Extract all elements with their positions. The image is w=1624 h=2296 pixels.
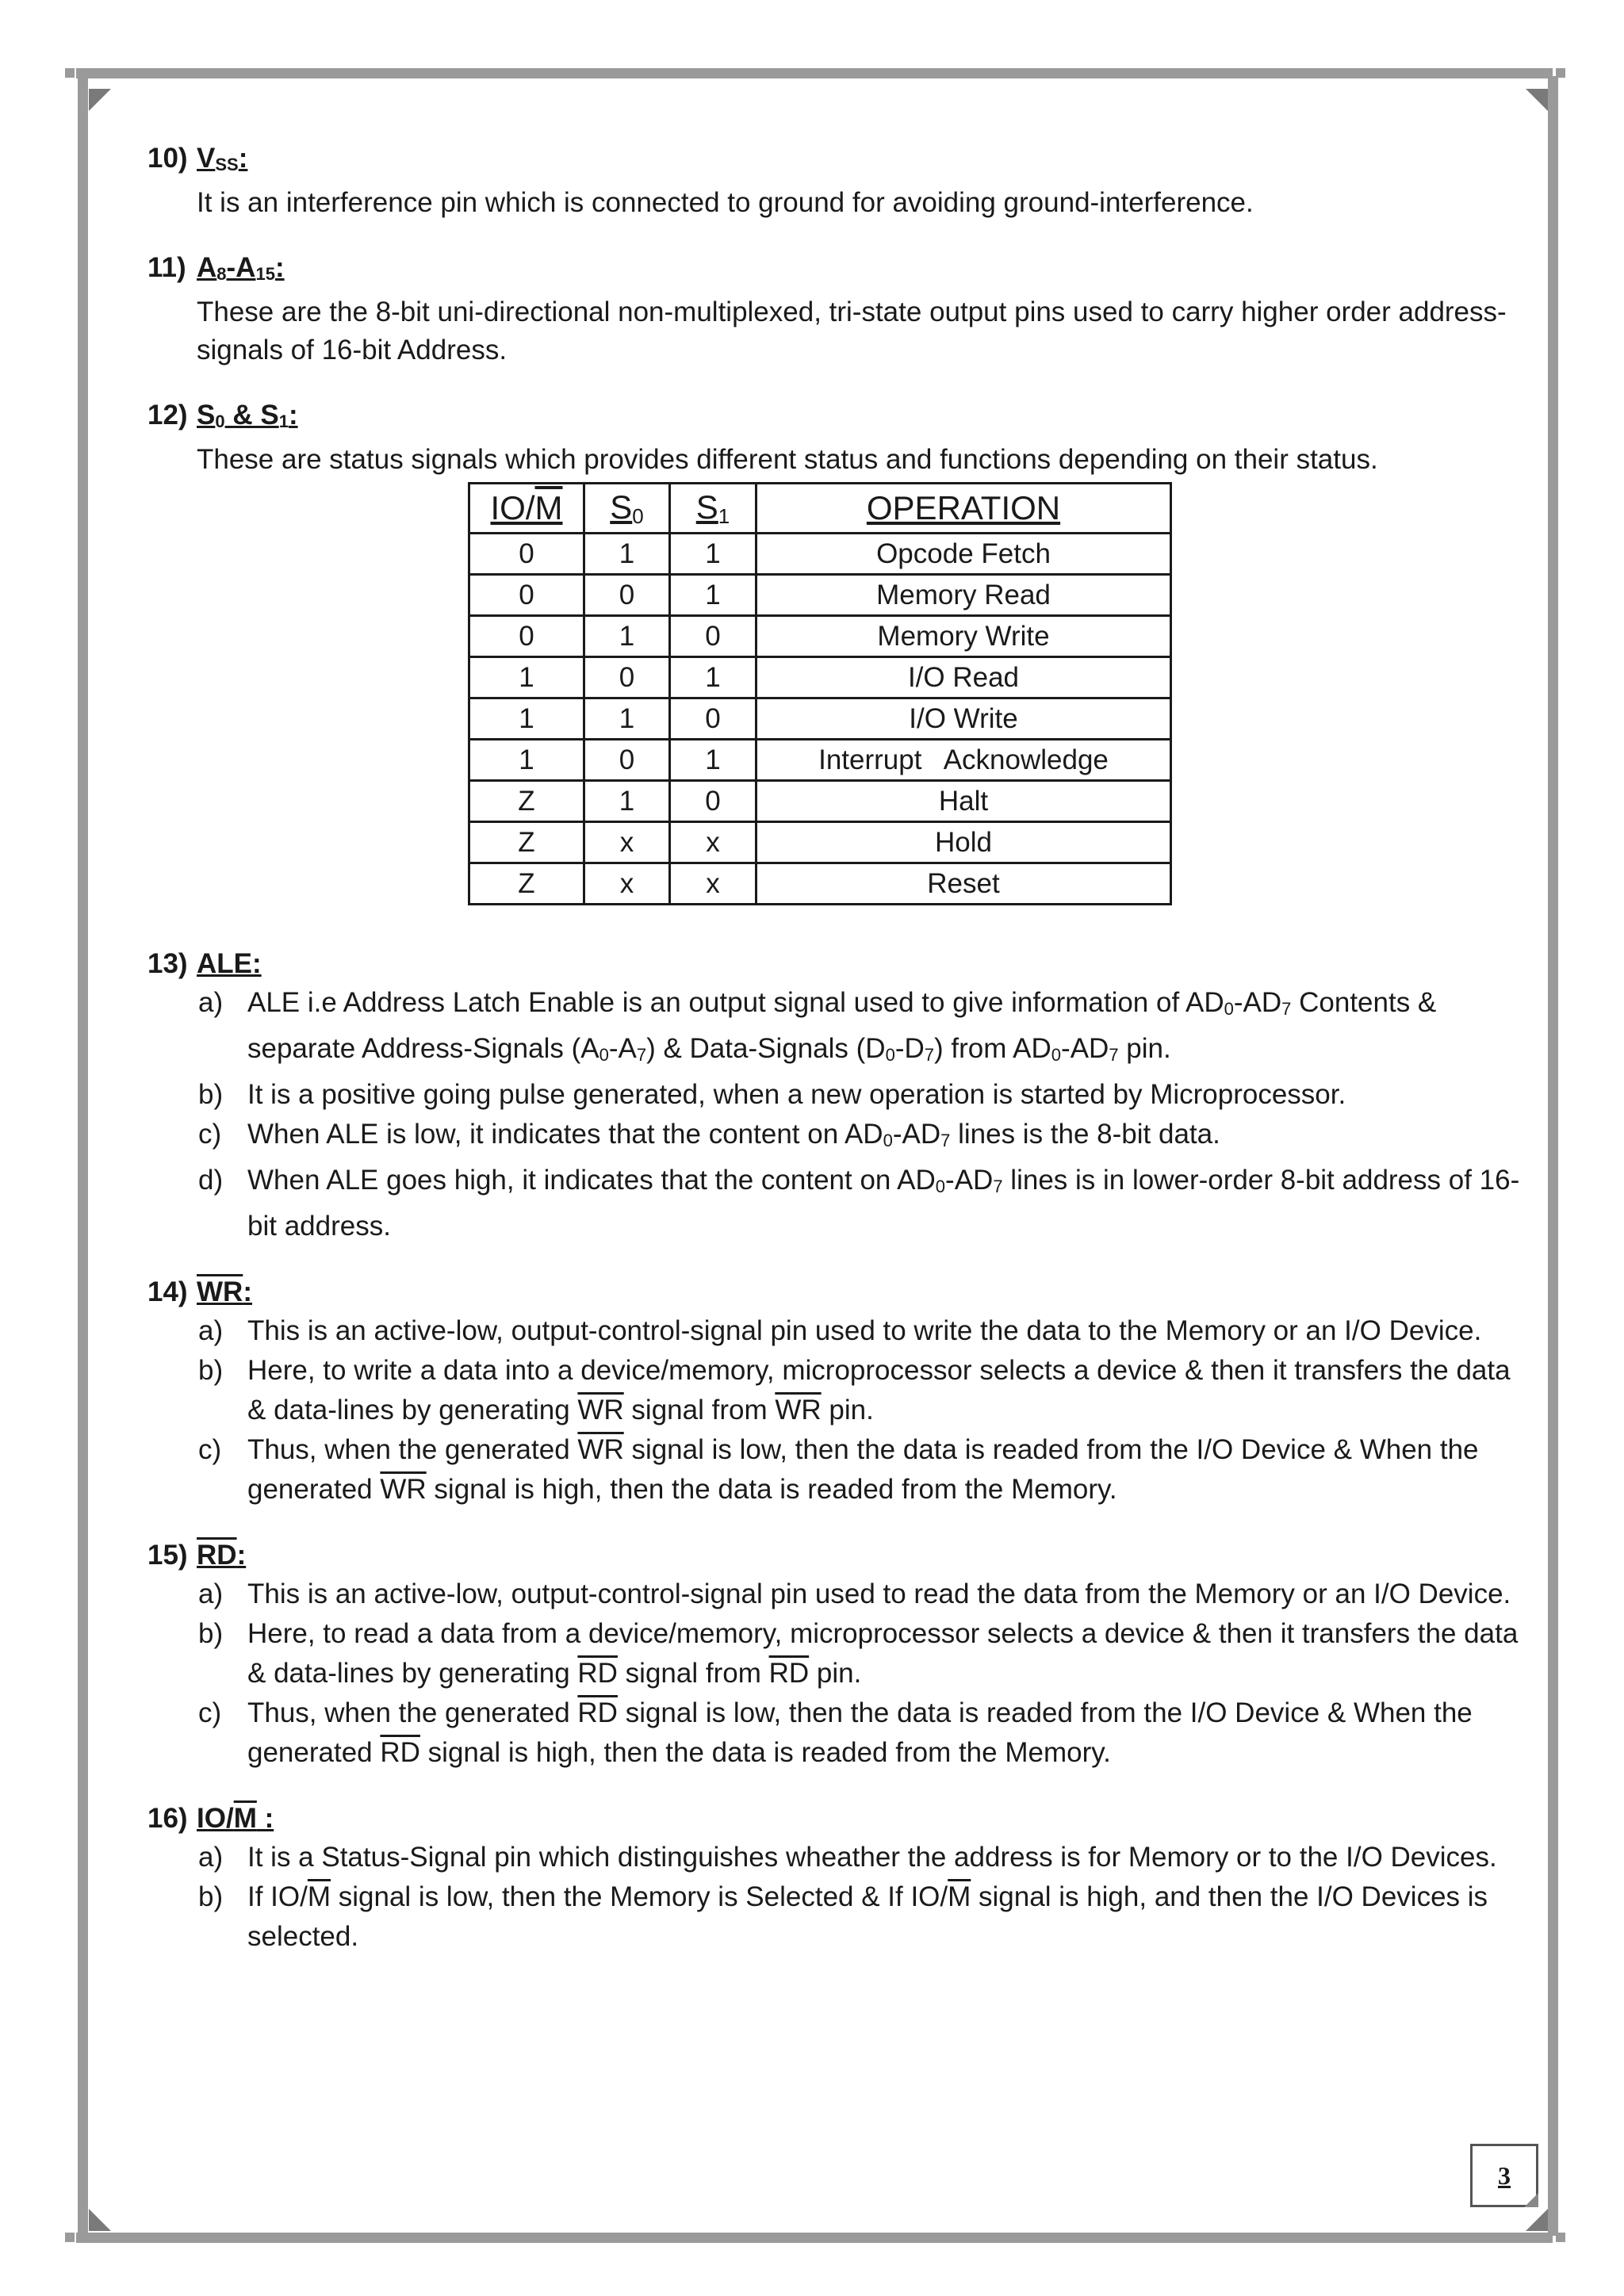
cell-s0: 1	[584, 616, 670, 657]
cell-io-m: 0	[469, 575, 584, 616]
list-item: b) Here, to write a data into a device/memory, microprocessor selects a device & then it transfers the data & data-lines by generating $\overline{WR}$ signal from $\overline{WR}$ pin.	[198, 1355, 1511, 1425]
section-heading	[147, 396, 1535, 441]
cell-s1: 0	[670, 698, 756, 740]
list-item: d) When ALE goes high, it indicates that the content on AD0-AD7 lines is in lower-order 8-bit address of 16-bit address.	[198, 1165, 1520, 1242]
page-number: 3	[1470, 2144, 1538, 2207]
section-number: 11)	[147, 252, 186, 283]
section-number: 16)	[147, 1803, 188, 1834]
section-number: 12)	[147, 400, 188, 430]
table-row	[469, 534, 1171, 575]
list-item: b) It is a positive going pulse generated, when a new operation is started by Microprocessor.	[198, 1079, 1346, 1110]
section-heading	[147, 945, 1535, 983]
section-rd	[147, 1536, 1535, 1773]
cell-s1: 1	[670, 534, 756, 575]
header-s0: S0	[584, 484, 670, 534]
header-operation: OPERATION	[756, 484, 1171, 534]
status-table	[468, 482, 1172, 905]
cell-operation: Opcode Fetch	[756, 534, 1171, 575]
section-title: A8-A15:	[197, 252, 285, 284]
section-io-m	[147, 1800, 1535, 1957]
cell-s1: 1	[670, 575, 756, 616]
cell-operation: I/O Write	[756, 698, 1171, 740]
section-title: ALE:	[197, 948, 262, 979]
list-item: a) ALE i.e Address Latch Enable is an output signal used to give information of AD0-AD7 Contents & separate Address-Signals (A0-A7) & Data-Signals (D0-D7) from AD0-AD7 pin.	[198, 987, 1437, 1065]
cell-operation: Interrupt Acknowledge	[756, 740, 1171, 781]
list-item: c) Thus, when the generated $\overline{RD}$ signal is low, then the data is readed from the I/O Device & When the generated $\overline{RD}$ signal is high, then the data is readed from the Memory.	[198, 1697, 1473, 1768]
page-border-right	[1548, 76, 1558, 2236]
border-corner-square	[65, 68, 75, 78]
table-row	[469, 740, 1171, 781]
cell-io-m: Z	[469, 822, 584, 863]
list-item: a) This is an active-low, output-control-signal pin used to write the data to the Memory or an I/O Device.	[198, 1315, 1482, 1346]
cell-io-m: 1	[469, 740, 584, 781]
table-header-row	[469, 484, 1171, 534]
section-ale	[147, 945, 1535, 1246]
list-item: a) It is a Status-Signal pin which distinguishes wheather the address is for Memory or to the I/O Devices.	[198, 1842, 1497, 1873]
cell-s1: x	[670, 863, 756, 905]
list-item: b) Here, to read a data from a device/memory, microprocessor selects a device & then it transfers the data & data-lines by generating $\overline{RD}$ signal from $\overline{RD}$ pin.	[198, 1618, 1519, 1689]
cell-io-m: 1	[469, 698, 584, 740]
cell-s0: 0	[584, 740, 670, 781]
table-row	[469, 575, 1171, 616]
table-row	[469, 781, 1171, 822]
section-heading	[147, 1800, 1535, 1838]
wr-list	[147, 1311, 1535, 1510]
cell-io-m: Z	[469, 781, 584, 822]
section-number: 14)	[147, 1276, 188, 1307]
section-text: It is an interference pin which is connected to ground for avoiding ground-interference.	[197, 187, 1254, 218]
io-m-list	[147, 1838, 1535, 1957]
section-a8-a15	[147, 249, 1535, 369]
section-number: 10)	[147, 143, 188, 174]
cell-operation: Reset	[756, 863, 1171, 905]
section-heading	[147, 249, 1535, 293]
table-row	[469, 822, 1171, 863]
section-heading	[147, 1273, 1535, 1311]
list-item: c) Thus, when the generated $\overline{WR}$ signal is low, then the data is readed from the I/O Device & When the generated $\overline{WR}$ signal is high, then the data is readed from the Memory.	[198, 1434, 1479, 1505]
border-corner-square	[1556, 68, 1565, 78]
page-border-top	[76, 68, 1553, 78]
cell-s1: x	[670, 822, 756, 863]
list-item: a) This is an active-low, output-control-signal pin used to read the data from the Memory or an I/O Device.	[198, 1578, 1511, 1609]
cell-s0: x	[584, 863, 670, 905]
corner-triangle-icon	[1526, 89, 1548, 111]
list-item: b) If $IO/\overline{M}$ signal is low, then the Memory is Selected & If $IO/\overline{M}$ signal is high, and then the I/O Devices is selected.	[198, 1881, 1488, 1952]
cell-io-m: Z	[469, 863, 584, 905]
page-border-left	[78, 76, 88, 2236]
section-title: WR:	[197, 1276, 252, 1307]
table-row	[469, 698, 1171, 740]
section-title: S0 & S1:	[197, 400, 298, 431]
page-border-bottom	[76, 2233, 1553, 2243]
cell-s1: 0	[670, 616, 756, 657]
header-io-m: IO/M	[469, 484, 584, 534]
section-heading	[147, 140, 1535, 184]
cell-operation: Halt	[756, 781, 1171, 822]
corner-triangle-icon	[1526, 2209, 1548, 2231]
cell-s0: x	[584, 822, 670, 863]
corner-triangle-icon	[89, 2209, 111, 2231]
section-number: 15)	[147, 1540, 188, 1571]
section-wr	[147, 1273, 1535, 1510]
cell-s1: 1	[670, 740, 756, 781]
cell-io-m: 0	[469, 616, 584, 657]
table-row	[469, 657, 1171, 698]
cell-operation: Hold	[756, 822, 1171, 863]
document-body	[147, 140, 1535, 1984]
cell-s0: 1	[584, 781, 670, 822]
section-title: VSS:	[197, 143, 248, 174]
section-title: RD:	[197, 1540, 247, 1571]
cell-s0: 1	[584, 698, 670, 740]
cell-s1: 0	[670, 781, 756, 822]
cell-operation: Memory Write	[756, 616, 1171, 657]
cell-s0: 0	[584, 575, 670, 616]
section-s0-s1	[147, 396, 1535, 905]
section-text: These are the 8-bit uni-directional non-multiplexed, tri-state output pins used to carry higher order address-signals of 16-bit Address.	[197, 297, 1507, 365]
table-row	[469, 863, 1171, 905]
section-number: 13)	[147, 948, 188, 979]
status-table-wrapper	[147, 482, 1535, 905]
header-s1: S1	[670, 484, 756, 534]
section-vss	[147, 140, 1535, 222]
border-corner-square	[65, 2233, 75, 2242]
section-title: IO/M :	[197, 1803, 274, 1834]
corner-triangle-icon	[89, 89, 111, 111]
section-heading	[147, 1536, 1535, 1575]
status-table-body	[469, 534, 1171, 905]
ale-list	[147, 983, 1535, 1246]
cell-operation: I/O Read	[756, 657, 1171, 698]
rd-list	[147, 1575, 1535, 1773]
cell-operation: Memory Read	[756, 575, 1171, 616]
section-text: These are status signals which provides different status and functions depending on their status.	[197, 444, 1378, 475]
cell-io-m: 1	[469, 657, 584, 698]
cell-s1: 1	[670, 657, 756, 698]
table-row	[469, 616, 1171, 657]
cell-s0: 0	[584, 657, 670, 698]
border-corner-square	[1556, 2233, 1565, 2242]
cell-io-m: 0	[469, 534, 584, 575]
list-item: c) When ALE is low, it indicates that the content on AD0-AD7 lines is the 8-bit data.	[198, 1119, 1220, 1150]
cell-s0: 1	[584, 534, 670, 575]
